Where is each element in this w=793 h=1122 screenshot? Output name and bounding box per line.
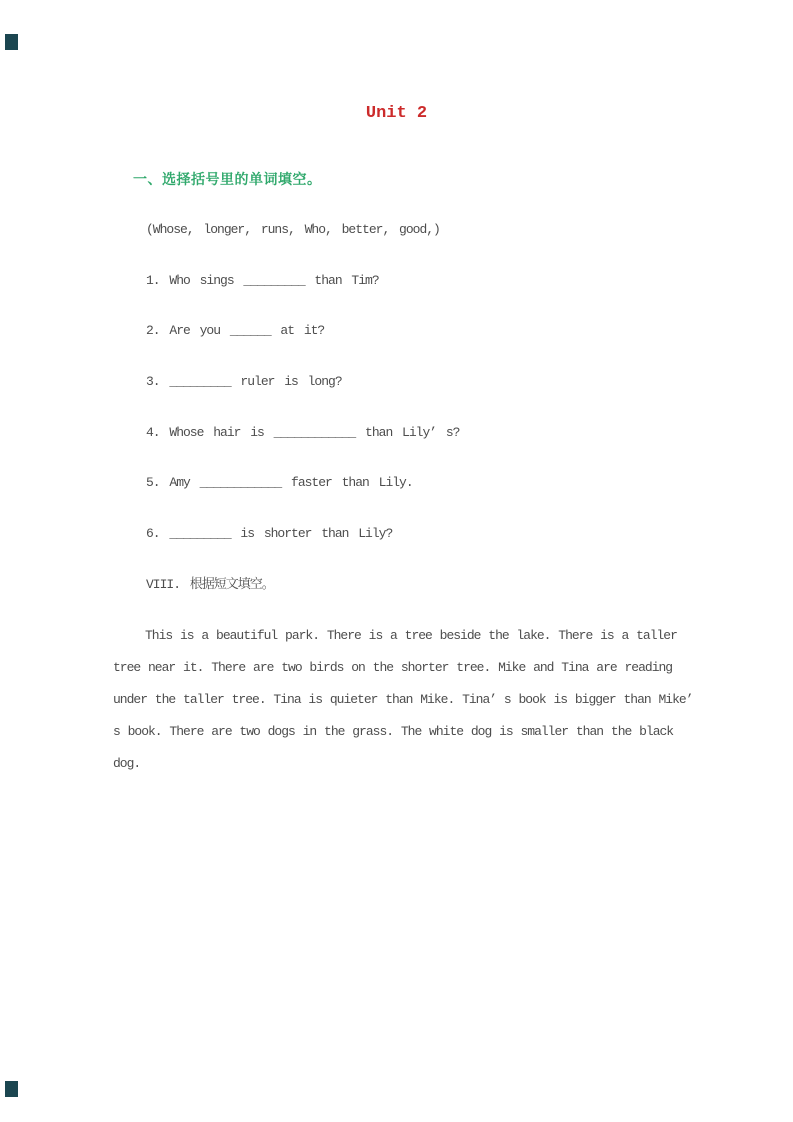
corner-marker-top bbox=[5, 34, 18, 50]
passage-line-5: dog. bbox=[113, 756, 141, 771]
passage-line-1: This is a beautiful park. There is a tree beside the lake. There is a taller bbox=[145, 628, 677, 643]
section-one-heading: 一、选择括号里的单词填空。 bbox=[133, 171, 322, 187]
question-line-2: 2. Are you ______ at it? bbox=[146, 323, 325, 338]
passage-line-4: s book. There are two dogs in the grass. The white dog is smaller than the black bbox=[113, 724, 674, 739]
question-line-5: 5. Amy ____________ faster than Lily. bbox=[146, 475, 413, 490]
question-line-6: 6. _________ is shorter than Lily? bbox=[146, 526, 393, 541]
word-bank: (Whose, longer, runs, Who, better, good,) bbox=[146, 222, 440, 237]
question-line-1: 1. Who sings _________ than Tim? bbox=[146, 273, 379, 288]
question-line-3: 3. _________ ruler is long? bbox=[146, 374, 342, 389]
page-title: Unit 2 bbox=[365, 104, 428, 123]
passage-line-3: under the taller tree. Tina is quieter than Mike. Tina’ s book is bigger than Mike’ bbox=[113, 692, 693, 707]
passage-line-2: tree near it. There are two birds on the shorter tree. Mike and Tina are reading bbox=[113, 660, 673, 675]
corner-marker-bottom bbox=[5, 1081, 18, 1097]
section-eight-heading: VIII. 根据短文填空。 bbox=[146, 577, 274, 592]
question-line-4: 4. Whose hair is ____________ than Lily’ s? bbox=[146, 425, 460, 440]
